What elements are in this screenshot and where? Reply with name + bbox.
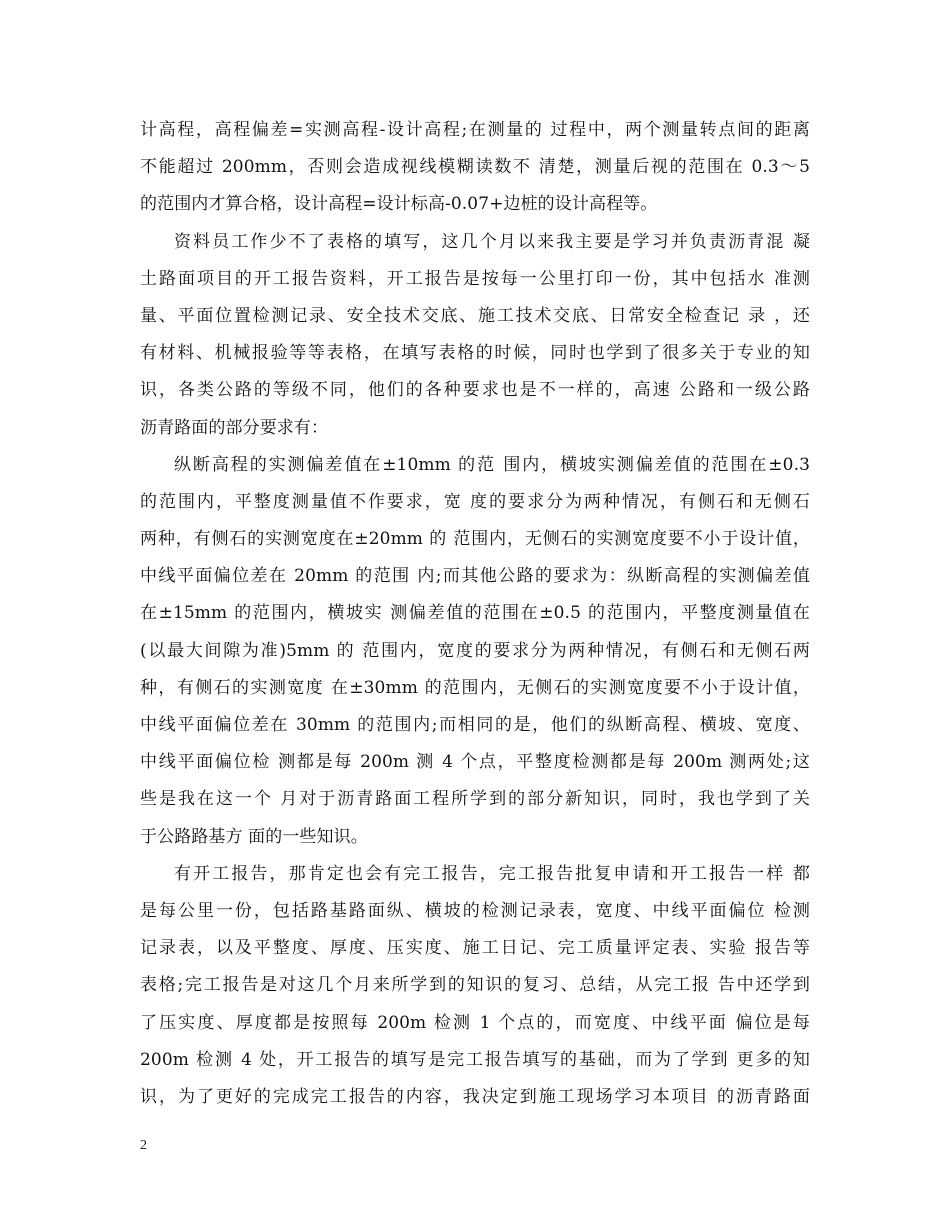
text-line: 表格;完工报告是对这几个月来所学到的知识的复习、总结，从完工报 告中还学到	[140, 975, 810, 996]
body-text	[140, 112, 810, 1116]
text-line: 些是我在这一个 月对于沥青路面工程所学到的部分新知识，同时，我也学到了关	[140, 789, 810, 810]
text-line: 中线平面偏位差在 20mm 的范围 内;而其他公路的要求为：纵断高程的实测偏差值	[140, 566, 810, 587]
text-line: 种，有侧石的实测宽度 在±30mm 的范围内，无侧石的实测宽度要不小于设计值，	[140, 677, 810, 698]
text-line: 于公路路基方 面的一些知识。	[140, 826, 368, 847]
text-line: 沥青路面的部分要求有：	[140, 417, 329, 438]
text-line: 不能超过 200mm，否则会造成视线模糊读数不 清楚，测量后视的范围在 0.3～5	[140, 157, 810, 178]
text-line: 土路面项目的开工报告资料，开工报告是按每一公里打印一份，其中包括水 准测	[140, 268, 810, 289]
text-line: 有开工报告，那肯定也会有完工报告，完工报告批复申请和开工报告一样 都	[174, 863, 810, 884]
text-line: 识，各类公路的等级不同，他们的各种要求也是不一样的，高速 公路和一级公路	[140, 380, 810, 401]
text-line: 有材料、机械报验等等表格，在填写表格的时候，同时也学到了很多关于专业的知	[140, 343, 810, 364]
text-line: 200m 检测 4 处，开工报告的填写是完工报告填写的基础，而为了学到 更多的知	[140, 1049, 810, 1070]
text-line: 记录表，以及平整度、厚度、压实度、施工日记、完工质量评定表、实验 报告等	[140, 938, 810, 959]
text-line: 资料员工作少不了表格的填写，这几个月以来我主要是学习并负责沥青混 凝	[174, 231, 810, 252]
text-line: 计高程，高程偏差=实测高程-设计高程;在测量的 过程中，两个测量转点间的距离	[140, 120, 810, 140]
text-line: 纵断高程的实测偏差值在±10mm 的范 围内，横坡实测偏差值的范围在±0.3	[174, 454, 810, 475]
text-line: 是每公里一份，包括路基路面纵、横坡的检测记录表，宽度、中线平面偏位 检测	[140, 900, 810, 921]
text-line: 在±15mm 的范围内，横坡实 测偏差值的范围在±0.5 的范围内，平整度测量值在	[140, 603, 810, 624]
text-line: (以最大间隙为准)5mm 的 范围内，宽度的要求分为两种情况，有侧石和无侧石两	[140, 640, 810, 661]
text-line: 量、平面位置检测记录、安全技术交底、施工技术交底、日常安全检查记 录 ，还	[140, 305, 810, 326]
text-line: 中线平面偏位检 测都是每 200m 测 4 个点，平整度检测都是每 200m 测两处;这	[140, 752, 810, 773]
text-line: 了压实度、厚度都是按照每 200m 检测 1 个点的，而宽度、中线平面 偏位是每	[140, 1012, 810, 1033]
text-line: 中线平面偏位差在 30mm 的范围内;而相同的是，他们的纵断高程、横坡、宽度、	[140, 715, 810, 735]
text-line: 两种，有侧石的实测宽度在±20mm 的 范围内，无侧石的实测宽度要不小于设计值，	[140, 529, 810, 550]
text-line: 的范围内，平整度测量值不作要求，宽 度的要求分为两种情况，有侧石和无侧石	[140, 491, 810, 512]
page-number: 2	[140, 1138, 147, 1153]
text-line: 的范围内才算合格，设计高程=设计标高-0.07+边桩的设计高程等。	[140, 194, 658, 215]
text-line: 识，为了更好的完成完工报告的内容，我决定到施工现场学习本项目 的沥青路面	[140, 1086, 810, 1107]
